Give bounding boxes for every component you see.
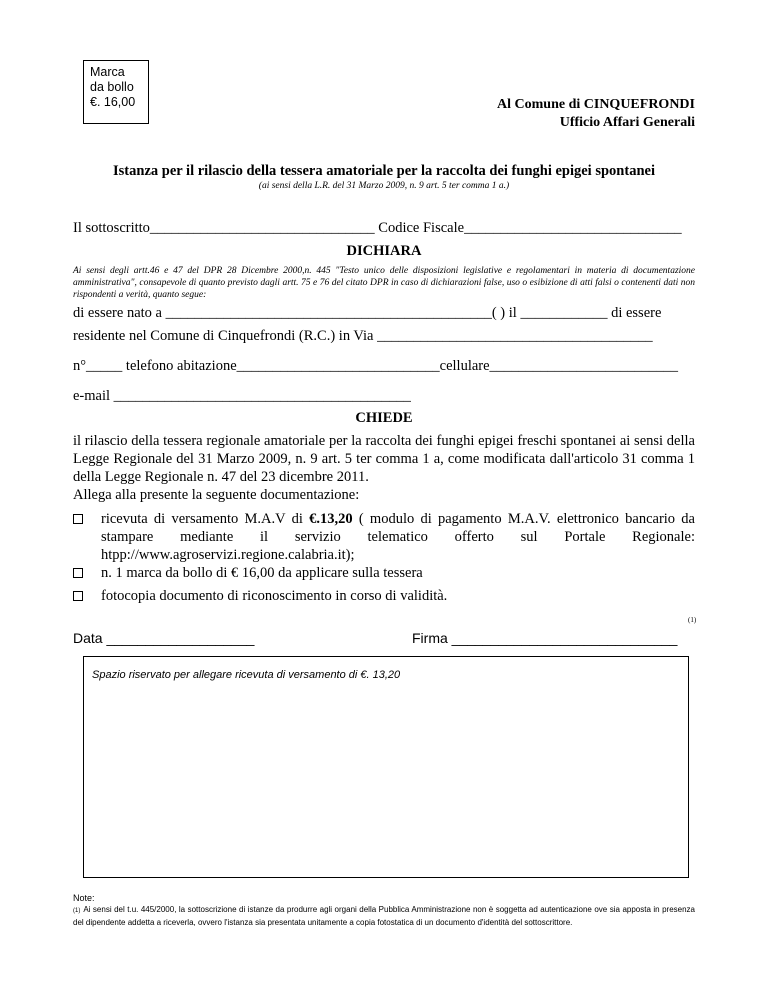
attachment-text: ( modulo di pagamento M.A.V. elettronico bancario da stampare mediante il servizio telematico offerto sul Portale Regionale: htpp://www.agroservizi.regione.calabria.it); (101, 511, 695, 563)
recipient-office: Ufficio Affari Generali (559, 115, 695, 130)
attachment-amount: €.13,20 (309, 511, 353, 527)
attachment-item-receipt (73, 510, 695, 564)
attachment-item-stamp (73, 564, 695, 582)
receipt-attachment-area (83, 656, 689, 878)
recipient-address (497, 96, 695, 132)
dichiara-heading: DICHIARA (346, 243, 422, 259)
birth-field[interactable]: di essere nato a _____________________________________________( ) il ____________ di essere (73, 305, 662, 321)
phone-field[interactable]: n°_____ telefono abitazione____________________________cellulare__________________________ (73, 358, 679, 374)
stamp-label-line: da bollo (90, 80, 134, 94)
date-field[interactable]: Data ___________________ (73, 630, 255, 646)
email-field[interactable]: e-mail _________________________________________ (73, 388, 411, 404)
footnote (73, 904, 695, 928)
recipient-comune: Al Comune di CINQUEFRONDI (497, 97, 695, 112)
checkbox[interactable] (73, 568, 83, 578)
notes-title: Note: (73, 893, 95, 903)
checkbox[interactable] (73, 591, 83, 601)
chiede-heading: CHIEDE (355, 410, 413, 426)
request-text: il rilascio della tessera regionale amatoriale per la raccolta dei funghi epigei freschi spontanei ai sensi della Legge Regionale del 31 Marzo 2009, n. 9 art. 5 ter comma 1 a, come modificata dall'articolo 31 comma 1 della Legge Regionale n. 47 del 23 dicembre 2011. (73, 433, 695, 485)
stamp-box (83, 60, 149, 124)
sottoscritto-field[interactable]: Il sottoscritto_______________________________ Codice Fiscale______________________________ (73, 220, 682, 236)
legal-note: Ai sensi degli artt.46 e 47 del DPR 28 Dicembre 2000,n. 445 "Testo unico delle disposizioni legislative e regolamentari in materia di documentazione amministrativa", consapevole di quanto previsto dagli artt. 75 e 76 del citato DPR in caso di dichiarazioni false, uso o esibizione di atti falsi o contenenti dati non rispondenti a verità, quanto segue: (73, 266, 695, 300)
receipt-area-label: Spazio riservato per allegare ricevuta di versamento di €. 13,20 (92, 669, 401, 681)
checkbox[interactable] (73, 514, 83, 524)
footnote-marker: (1) (73, 908, 81, 914)
attachment-item-id (73, 587, 695, 605)
signature-field[interactable]: Firma _____________________________ (412, 630, 678, 646)
document-subtitle: (ai sensi della L.R. del 31 Marzo 2009, n. 9 art. 5 ter comma 1 a.) (258, 181, 510, 191)
attachment-text: ricevuta di versamento M.A.V di (101, 511, 310, 527)
document-title: Istanza per il rilascio della tessera amatoriale per la raccolta dei funghi epigei spontanei (113, 163, 655, 179)
residence-field[interactable]: residente nel Comune di Cinquefrondi (R.C.) in Via ______________________________________ (73, 328, 653, 344)
note-marker: (1) (688, 616, 697, 624)
stamp-label-line: Marca (90, 65, 125, 79)
stamp-amount: €. 16,00 (90, 95, 136, 109)
footnote-text: Ai sensi del t.u. 445/2000, la sottoscrizione di istanze da produrre agli organi della Pubblica Amministrazione non è soggetta ad autenticazione ove sia apposta in presenza del dipendente addetta a riceverla, ovvero l'istanza sia presentata unitamente a copia fotostatica di un documento d'identità del sottoscrittore. (73, 905, 695, 927)
attachment-text: n. 1 marca da bollo di € 16,00 da applicare sulla tessera (101, 565, 423, 581)
attachments-intro: Allega alla presente la seguente documentazione: (73, 487, 360, 503)
attachment-text: fotocopia documento di riconoscimento in corso di validità. (101, 588, 448, 604)
